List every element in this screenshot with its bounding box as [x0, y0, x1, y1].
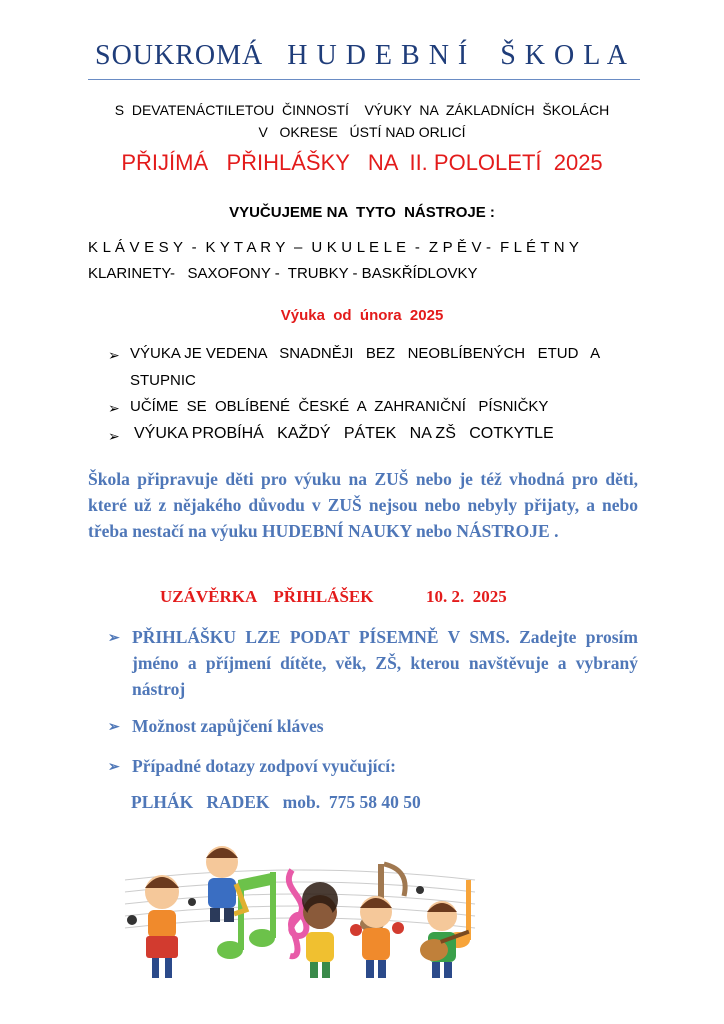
bullet-arrow-icon: ➢ — [108, 428, 120, 444]
list-item: PŘIHLÁŠKU LZE PODAT PÍSEMNĚ V SMS. Zadejte prosím jméno a příjmení dítěte, věk, ZŠ, kterou navštěvuje a vybraný nástroj — [132, 627, 638, 699]
child-maracas — [350, 896, 404, 978]
instruments-line-1: K L Á V E S Y - K Y T A R Y – U K U L E L E - Z P Ě V - F L É T N Y — [88, 239, 580, 256]
bullet-arrow-icon: ➢ — [108, 631, 120, 646]
list-item: UČÍME SE OBLÍBENÉ ČESKÉ A ZAHRANIČNÍ PÍSNIČKY — [130, 398, 549, 415]
school-description: Škola připravuje děti pro výuku na ZUŠ nebo je též vhodná pro děti, které už z nějakého důvodu v ZUŠ nejsou nebo nebyly přijaty, a nebo třeba nestačí na výuku HUDEBNÍ NAUKY nebo NÁSTROJE . — [88, 469, 638, 541]
list-item: Případné dotazy zodpoví vyučující: — [132, 756, 396, 776]
list-item: VÝUKA PROBÍHÁ KAŽDÝ PÁTEK NA ZŠ COTKYTLE — [134, 425, 554, 442]
deadline-date: 10. 2. 2025 — [426, 587, 507, 606]
enrollment-headline: PŘIJÍMÁ PŘIHLÁŠKY NA II. POLOLETÍ 2025 — [121, 150, 603, 175]
list-item: VÝUKA JE VEDENA SNADNĚJI BEZ NEOBLÍBENÝCH ETUD A — [130, 345, 601, 362]
list-item: STUPNIC — [130, 372, 196, 389]
subtitle-activity: S DEVATENÁCTILETOU ČINNOSTÍ VÝUKY NA ZÁKLADNÍCH ŠKOLÁCH — [114, 102, 610, 118]
info-item-keyboard — [108, 713, 638, 739]
bullet-arrow-icon: ➢ — [108, 400, 120, 416]
subtitle-district: V OKRESE ÚSTÍ NAD ORLICÍ — [258, 124, 466, 140]
list-item: Možnost zapůjčení kláves — [132, 716, 324, 736]
instruments-line-2: KLARINETY- SAXOFONY - TRUBKY - BASKŘÍDLOVKY — [88, 265, 478, 282]
child-drummer — [145, 875, 179, 978]
info-item-sms — [108, 624, 638, 704]
instruments-heading: VYUČUJEME NA TYTO NÁSTROJE : — [229, 204, 495, 221]
school-title: SOUKROMÁ H U D E B N Í Š K O L A — [95, 40, 628, 71]
title-underline — [88, 79, 640, 80]
deadline-label: UZÁVĚRKA PŘIHLÁŠEK — [160, 587, 374, 606]
teacher-contact: PLHÁK RADEK mob. 775 58 40 50 — [131, 792, 421, 812]
info-item-questions — [108, 753, 638, 779]
music-kids-illustration — [120, 840, 480, 990]
bullet-arrow-icon: ➢ — [108, 720, 120, 735]
bullet-arrow-icon: ➢ — [108, 347, 120, 363]
bullet-arrow-icon: ➢ — [108, 760, 120, 775]
start-date: Výuka od února 2025 — [280, 307, 444, 324]
